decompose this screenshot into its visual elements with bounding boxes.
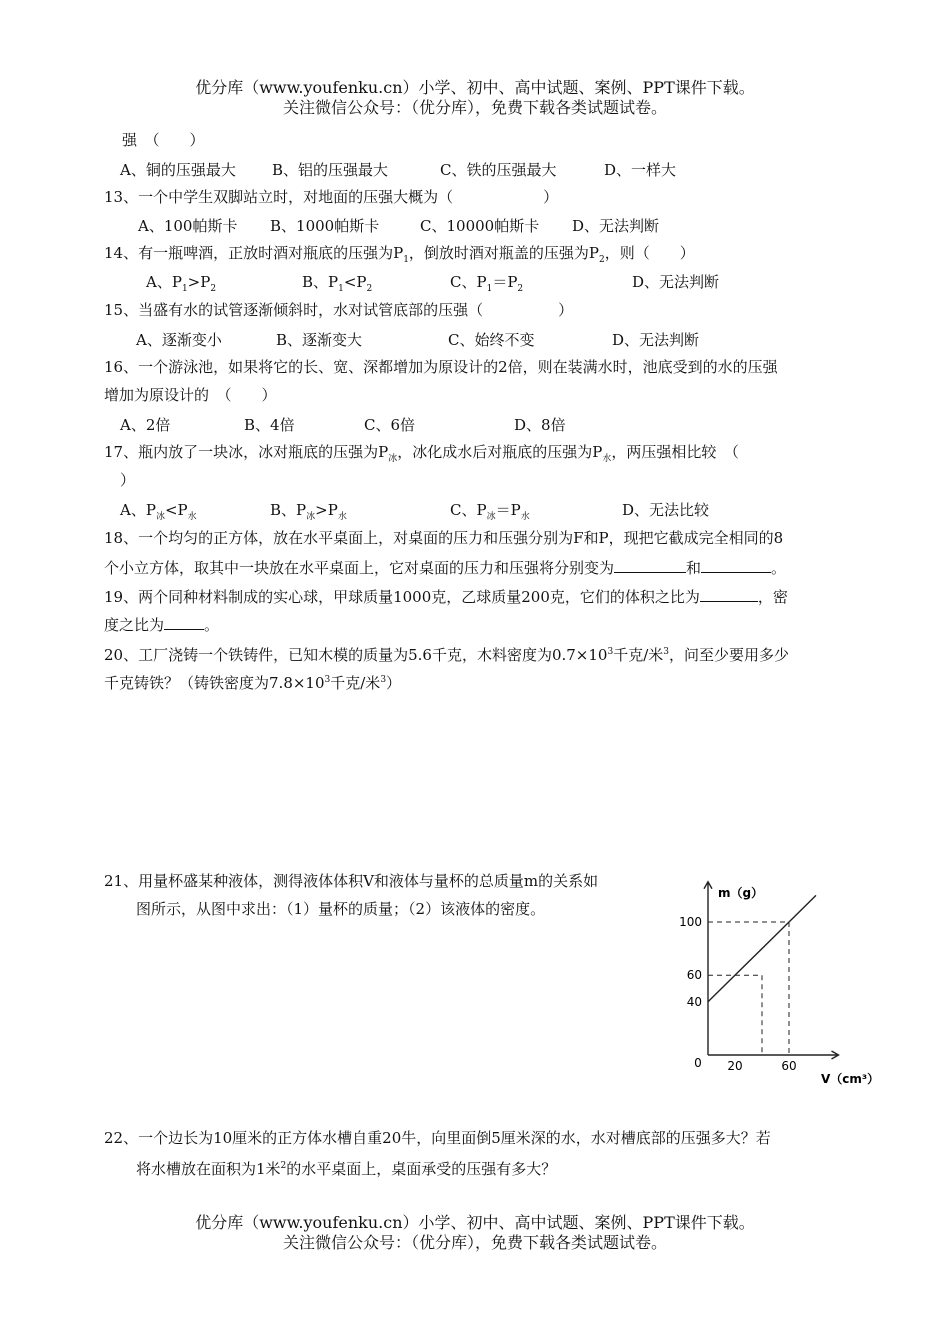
q16-option-d: D、8倍 [514, 416, 566, 434]
q21-line-2: 图所示，从图中求出：（1）量杯的质量；（2）该液体的密度。 [136, 900, 546, 918]
q17-option-a: A、$P_冰<P_水$ [120, 501, 197, 522]
chart-guides [708, 922, 789, 1055]
header-line-1: 优分库（www.youfenku.cn）小学、初中、高中试题、案例、PPT课件下载。 [195, 78, 755, 97]
q19-blank-volume-ratio[interactable] [700, 585, 758, 602]
mass-volume-chart [670, 855, 900, 1095]
q18-line-1: 18、一个均匀的正方体，放在水平桌面上，对桌面的压力和压强分别为F和P，现把它截成完全相同的8 [104, 529, 784, 547]
q14-option-a: A、$P_1>P_2$ [146, 273, 217, 294]
q19-blank-density-ratio[interactable] [164, 613, 204, 630]
q13-option-b: B、1000帕斯卡 [270, 217, 380, 235]
q15-stem: 15、当盛有水的试管逐渐倾斜时，水对试管底部的压强（ ） [104, 301, 574, 319]
q16-stem-line-2: 增加为原设计的 （ ） [104, 386, 277, 404]
y-tick-label-60: 60 [686, 968, 702, 983]
x-tick-label-20: 20 [727, 1059, 743, 1073]
q14-option-c: C、$P_1=P_2$ [450, 273, 524, 294]
q14-stem: 14、有一瓶啤酒，正放时酒对瓶底的压强为$P_1$，倒放时酒对瓶盖的压强为$P_2$，则（ ） [104, 244, 695, 265]
q17-stem-line-1: 17、瓶内放了一块冰，冰对瓶底的压强为$P_冰$，冰化成水后对瓶底的压强为$P_水$，两压强相比较 （ [104, 443, 739, 464]
q20-line-1: 20、工厂浇铸一个铁铸件，已知木模的质量为5.6千克，木料密度为$0.7\times 10^3$千克/米$^3$，问至少要用多少 [104, 646, 790, 664]
q22-line-1: 22、一个边长为10厘米的正方体水槽自重20牛，向里面倒5厘米深的水，水对槽底部的压强多大？若 [104, 1129, 771, 1147]
y-tick-label-40: 40 [686, 994, 702, 1009]
q16-option-a: A、2倍 [120, 416, 171, 434]
q12-option-d: D、一样大 [604, 161, 677, 179]
q22-line-2: 将水槽放在面积为1米$^2$的水平桌面上，桌面承受的压强有多大？ [136, 1160, 557, 1178]
q18-line-2: 个小立方体，取其中一块放在水平桌面上，它对桌面的压力和压强将分别变为 和 。 [104, 556, 786, 578]
q13-option-c: C、10000帕斯卡 [420, 217, 540, 235]
y-tick-label-100: 100 [679, 915, 702, 929]
q17-option-d: D、无法比较 [622, 501, 710, 519]
x-axis-label: V（cm³） [821, 1072, 880, 1086]
q17-stem-line-2: ） [120, 471, 136, 489]
q17-option-b: B、$P_冰>P_水$ [270, 501, 347, 522]
q14-option-b: B、$P_1<P_2$ [302, 273, 373, 294]
footer-line-2: 关注微信公众号：（优分库），免费下载各类试题试卷。 [282, 1233, 667, 1252]
q15-option-c: C、始终不变 [448, 331, 535, 349]
q14-option-d: D、无法判断 [632, 273, 720, 291]
q18-blank-force[interactable] [614, 556, 686, 573]
footer-line-1: 优分库（www.youfenku.cn）小学、初中、高中试题、案例、PPT课件下载。 [195, 1213, 755, 1232]
q19-line-2: 度之比为 。 [104, 613, 219, 635]
header-line-2: 关注微信公众号：（优分库），免费下载各类试题试卷。 [282, 98, 667, 117]
q21-line-1: 21、用量杯盛某种液体，测得液体体积V和液体与量杯的总质量m的关系如 [104, 872, 599, 890]
q13-option-a: A、100帕斯卡 [138, 217, 238, 235]
q18-blank-pressure[interactable] [701, 556, 771, 573]
q12-stem-tail: 强 （ ） [122, 131, 205, 149]
q17-option-c: C、$P_冰=P_水$ [450, 501, 530, 522]
q16-option-c: C、6倍 [364, 416, 416, 434]
y-axis-label: m（g） [718, 885, 764, 900]
q15-option-a: A、逐渐变小 [136, 331, 222, 349]
q13-stem: 13、一个中学生双脚站立时，对地面的压强大概为（ ） [104, 188, 559, 206]
q16-option-b: B、4倍 [244, 416, 295, 434]
q15-option-d: D、无法判断 [612, 331, 700, 349]
q20-line-2: 千克铸铁？（铸铁密度为$7.8\times 10^3$千克/米$^3$） [104, 674, 402, 692]
x-tick-label-60: 60 [781, 1059, 797, 1073]
q13-option-d: D、无法判断 [572, 217, 660, 235]
q16-stem-line-1: 16、一个游泳池，如果将它的长、宽、深都增加为原设计的2倍，则在装满水时，池底受到的水的压强 [104, 358, 778, 376]
q12-option-b: B、铝的压强最大 [272, 161, 389, 179]
q12-option-a: A、铜的压强最大 [120, 161, 236, 179]
q15-option-b: B、逐渐变大 [276, 331, 363, 349]
chart-axes [704, 882, 839, 1059]
origin-label: 0 [694, 1056, 702, 1070]
chart-labels [679, 885, 879, 1086]
q19-line-1: 19、两个同种材料制成的实心球，甲球质量1000克，乙球质量200克，它们的体积之比为 ，密 [104, 585, 788, 607]
q12-option-c: C、铁的压强最大 [440, 161, 557, 179]
